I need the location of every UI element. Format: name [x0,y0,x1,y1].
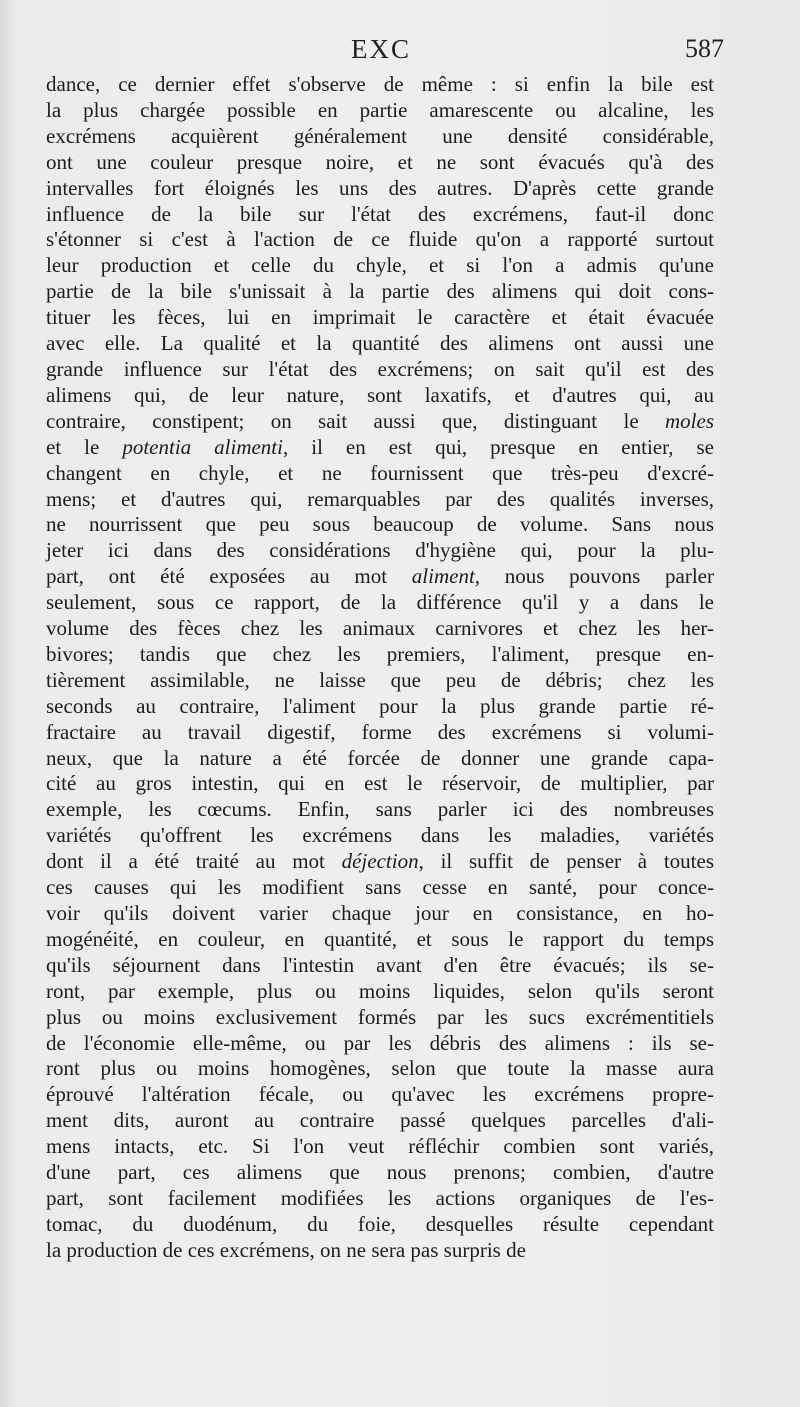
text-line: voir qu'ils doivent varier chaque jour en consistance, en ho- [46,901,714,925]
text-line: exemple, les cœcums. Enfin, sans parler ici des nombreuses [46,797,714,822]
text-line: la plus chargée possible en partie amarescente ou alcaline, les [46,97,714,122]
text-line: seulement, sous ce rapport, de la différence qu'il y a dans le [46,590,714,615]
text-line: excrémens acquièrent généralement une densité considérable, [46,123,714,148]
text-line: éprouvé l'altération fécale, ou qu'avec les excrémens propre- [46,1082,714,1107]
text-line: mens intacts, etc. Si l'on veut réfléchir combien sont variés, [46,1134,714,1159]
text-line: jeter ici dans des considérations d'hygiène qui, pour la plu- [46,538,714,563]
text-line: grande influence sur l'état des excrémens; on sait qu'il est des [46,356,714,381]
body-text [46,72,714,1264]
text-line: part, sont facilement modifiées les actions organiques de l'es- [46,1185,714,1210]
text-line: contraire, constipent; on sait aussi que, distinguant le moles [46,408,714,433]
page-number: 587 [685,34,724,63]
text-line: changent en chyle, et ne fournissent que très-peu d'excré- [46,460,714,485]
text-line: d'une part, ces alimens que nous prenons; combien, d'autre [46,1160,714,1185]
text-line: bivores; tandis que chez les premiers, l'aliment, presque en- [46,641,714,666]
text-line: neux, que la nature a été forcée de donner une grande capa- [46,745,714,770]
text-line: plus ou moins exclusivement formés par les sucs excrémentitiels [46,1004,714,1029]
text-line: fractaire au travail digestif, forme des excrémens si volumi- [46,719,714,744]
text-line: ront, par exemple, plus ou moins liquides, selon qu'ils seront [46,978,714,1003]
text-line: la production de ces excrémens, on ne sera pas surpris de [46,1237,526,1262]
text-line: dont il a été traité au mot déjection, il suffit de penser à toutes [46,849,714,874]
text-line: et le potentia alimenti, il en est qui, presque en entier, se [46,434,714,459]
text-line: intervalles fort éloignés les uns des autres. D'après cette grande [46,175,714,200]
running-head: EXC [351,34,411,64]
text-line: alimens qui, de leur nature, sont laxatifs, et d'autres qui, au [46,382,714,407]
text-line: ont une couleur presque noire, et ne sont évacués qu'à des [46,149,714,174]
text-line: ment dits, auront au contraire passé quelques parcelles d'ali- [46,1108,714,1133]
text-line: tituer les fèces, lui en imprimait le caractère et était évacuée [46,305,714,330]
text-line: qu'ils séjournent dans l'intestin avant d'en être évacués; ils se- [46,952,714,977]
text-line: volume des fèces chez les animaux carnivores et chez les her- [46,616,714,641]
text-line: variétés qu'offrent les excrémens dans les maladies, variétés [46,823,714,848]
text-line: influence de la bile sur l'état des excrémens, faut-il donc [46,201,714,226]
text-line: s'étonner si c'est à l'action de ce fluide qu'on a rapporté surtout [46,227,714,252]
text-line: leur production et celle du chyle, et si l'on a admis qu'une [46,253,714,278]
text-line: dance, ce dernier effet s'observe de même : si enfin la bile est [46,72,714,96]
text-line: mogénéité, en couleur, en quantité, et sous le rapport du temps [46,926,714,951]
text-line: avec elle. La qualité et la quantité des alimens ont aussi une [46,331,714,356]
text-line: part, ont été exposées au mot aliment, nous pouvons parler [46,564,714,589]
text-line: ces causes qui les modifient sans cesse en santé, pour conce- [46,875,714,900]
text-line: partie de la bile s'unissait à la partie des alimens qui doit cons- [46,279,714,304]
text-line: tomac, du duodénum, du foie, desquelles résulte cependant [46,1211,714,1236]
page-header [46,34,724,74]
text-line: tièrement assimilable, ne laisse que peu de débris; chez les [46,667,714,692]
text-line: cité au gros intestin, qui en est le réservoir, de multiplier, par [46,771,714,796]
text-line: ront plus ou moins homogènes, selon que toute la masse aura [46,1056,714,1081]
text-line: ne nourrissent que peu sous beaucoup de volume. Sans nous [46,512,714,537]
text-line: seconds au contraire, l'aliment pour la plus grande partie ré- [46,693,714,718]
text-line: mens; et d'autres qui, remarquables par des qualités inverses, [46,486,714,511]
text-line: de l'économie elle-même, ou par les débris des alimens : ils se- [46,1030,714,1055]
